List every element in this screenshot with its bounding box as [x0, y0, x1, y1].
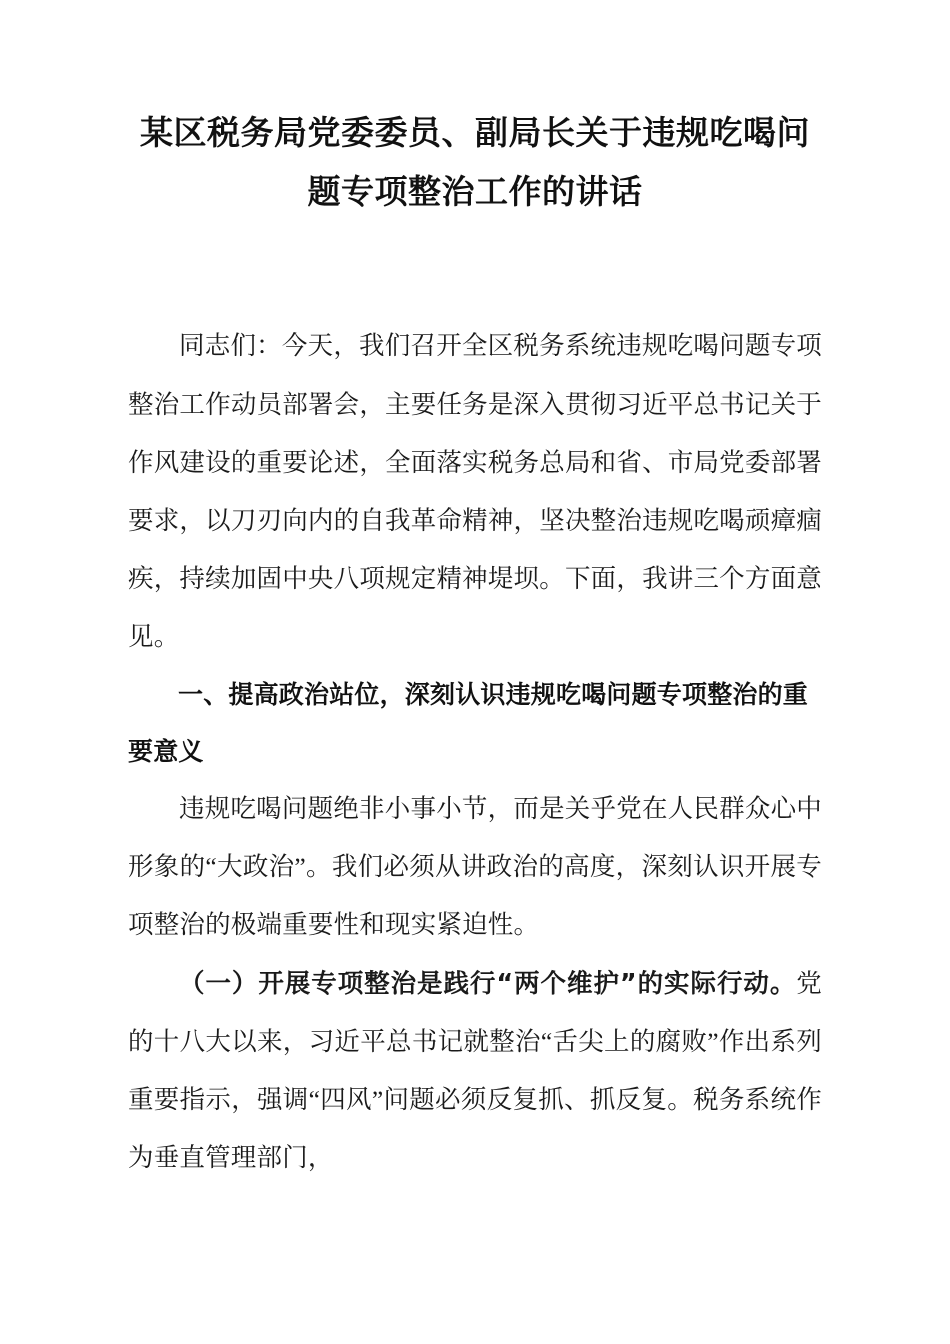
title-spacer — [128, 221, 822, 317]
opening-paragraph: 同志们：今天，我们召开全区税务系统违规吃喝问题专项整治工作动员部署会，主要任务是深入贯彻习近平总书记关于作风建设的重要论述，全面落实税务总局和省、市局党委部署要求，以刀刃向内的自我革命精神，坚决整治违规吃喝顽瘴痼疾，持续加固中央八项规定精神堤坝。下面，我讲三个方面意见。 — [128, 331, 822, 652]
section-one-body-paragraph: 违规吃喝问题绝非小事小节，而是关乎党在人民群众心中形象的“大政治”。我们必须从讲政治的高度，深刻认识开展专项整治的极端重要性和现实紧迫性。 — [128, 794, 822, 940]
item-one-text: 党的十八大以来，习近平总书记就整治“舌尖上的腐败”作出系列重要指示，强调“四风”问题必须反复抓、抓反复。税务系统作为垂直管理部门， — [128, 968, 822, 1172]
section-heading-one: 一、提高政治站位，深刻认识违规吃喝问题专项整治的重要意义 — [128, 680, 809, 767]
item-one-lead: （一）开展专项整治是践行“两个维护”的实际行动。 — [179, 968, 797, 999]
item-one-paragraph — [128, 955, 822, 1188]
page-title: 某区税务局党委委员、副局长关于违规吃喝问题专项整治工作的讲话 — [140, 113, 810, 211]
